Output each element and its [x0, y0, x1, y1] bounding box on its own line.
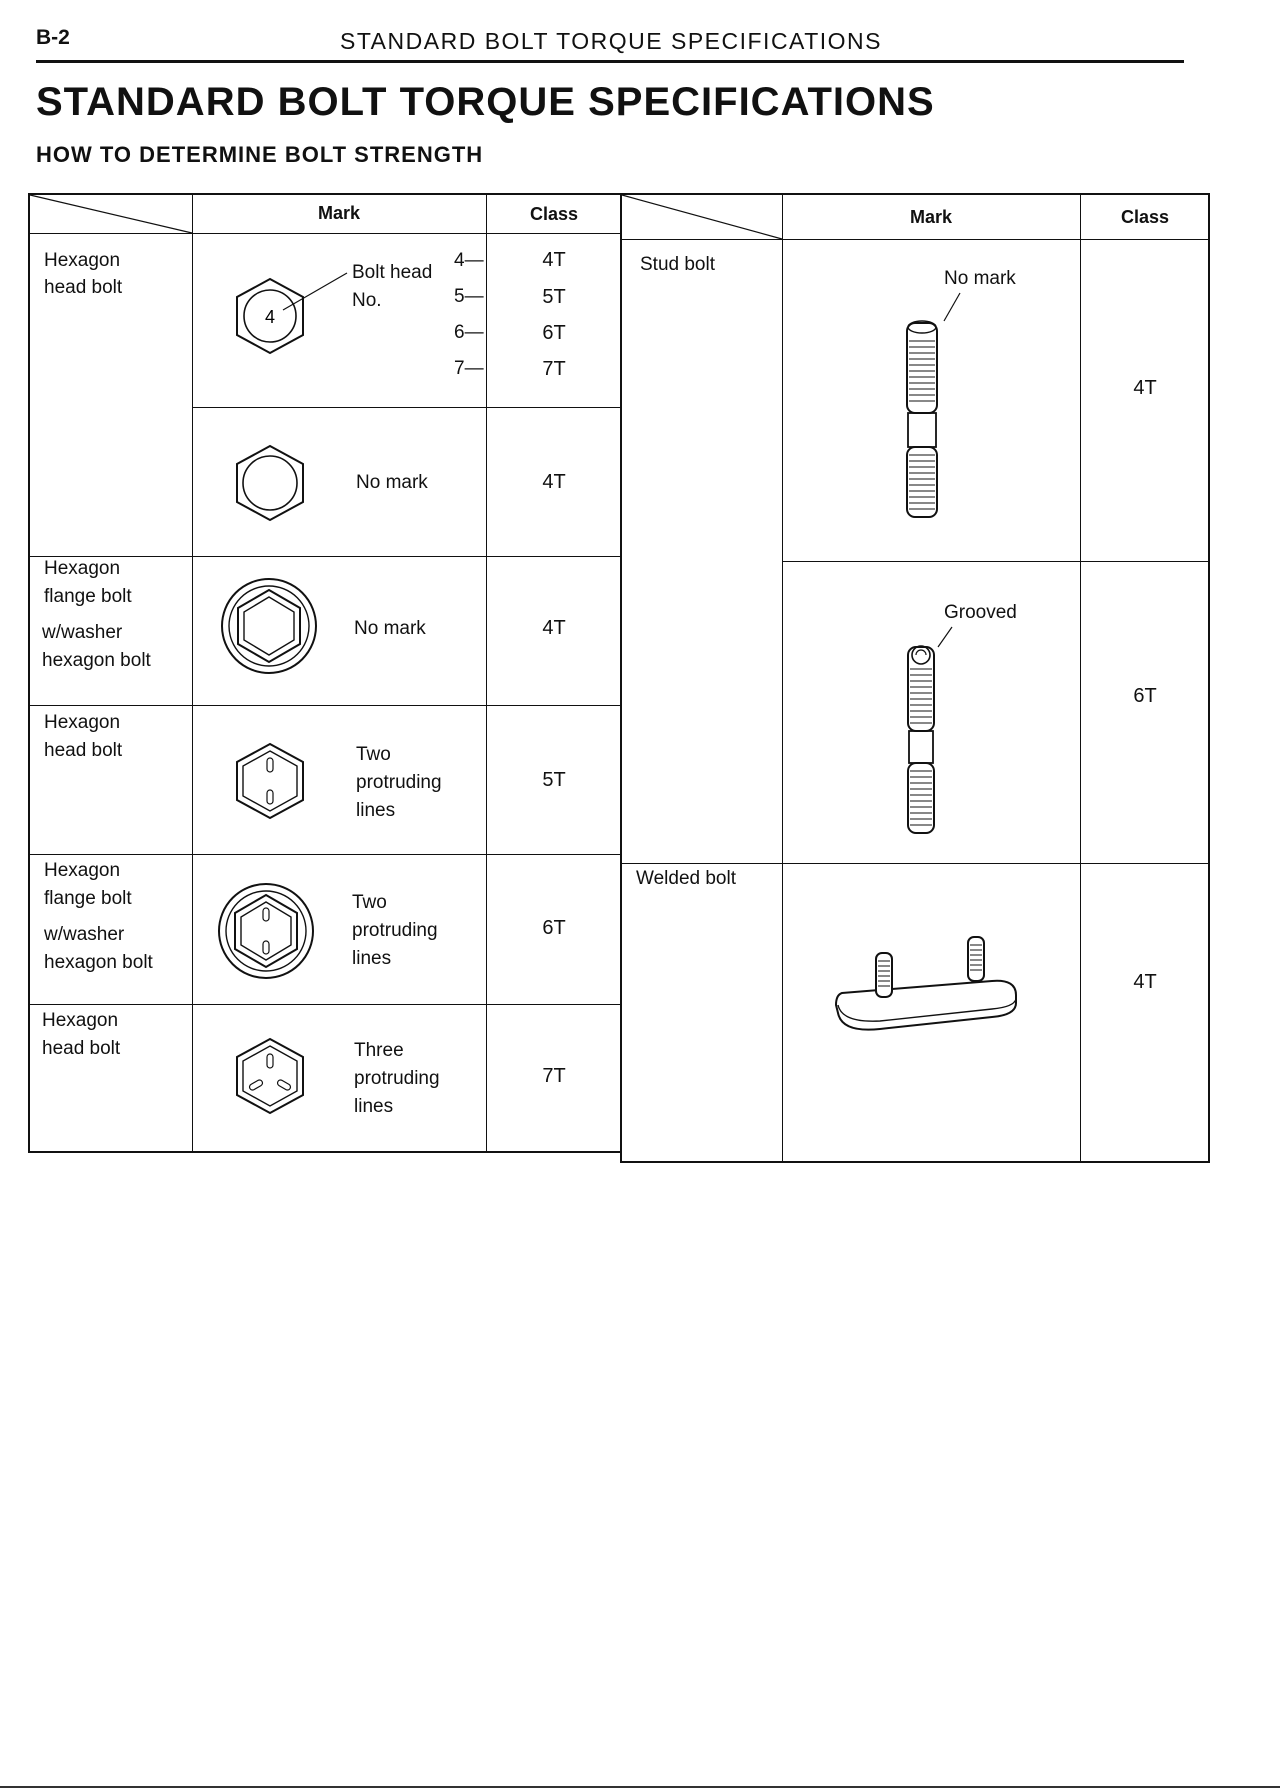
col-header-mark: Mark [909, 207, 953, 227]
mark-label: No mark [944, 268, 1016, 289]
class-value: 5T [542, 769, 566, 791]
hexagon-bolt-two-lines-icon [235, 742, 305, 820]
bolt-type-label: Stud bolt [640, 254, 715, 275]
mark-label: No mark [356, 472, 428, 493]
header-rule [36, 60, 1184, 63]
bolt-type-label: Hexagon head bolt [42, 1010, 121, 1059]
col-header-mark: Mark [317, 203, 361, 223]
class-value: 6T [1133, 685, 1157, 707]
mark-label: Two protruding lines [352, 892, 438, 969]
stud-bolt-plain-icon [892, 293, 952, 523]
right-strength-table [620, 193, 1210, 1163]
hexagon-bolt-numbered-icon [235, 277, 305, 355]
flange-bolt-two-lines-icon [216, 881, 316, 981]
bolt-type-label: Hexagon flange bolt [44, 860, 132, 909]
class-value: 7T [542, 1065, 566, 1087]
col-header-class: Class [1120, 207, 1170, 227]
class-value: 6T [542, 917, 566, 939]
bolt-type-label: Hexagon head bolt [44, 712, 123, 761]
class-value: 4T [542, 617, 566, 639]
mark-label: Grooved [944, 602, 1017, 623]
bolt-type-label: w/washer hexagon bolt [42, 622, 151, 671]
col-header-class: Class [529, 204, 579, 224]
class-value: 7T [542, 358, 566, 380]
header-diagonal [622, 195, 782, 239]
header-diagonal [30, 195, 192, 233]
hexagon-bolt-plain-icon [235, 444, 305, 522]
head-number-6: 6— [454, 322, 484, 343]
footer-rule [0, 1786, 1280, 1788]
page-header [36, 22, 1184, 62]
head-number-7: 7— [454, 358, 484, 379]
mark-label: Three protruding lines [354, 1040, 440, 1117]
flange-bolt-plain-icon [219, 576, 319, 676]
section-subtitle: HOW TO DETERMINE BOLT STRENGTH [36, 142, 484, 167]
class-value: 4T [1133, 377, 1157, 399]
class-value: 4T [542, 471, 566, 493]
head-number-4: 4— [454, 250, 484, 271]
welded-bolt-icon [828, 937, 1028, 1037]
head-number-5: 5— [454, 286, 484, 307]
left-strength-table [28, 193, 622, 1153]
class-value: 4T [1133, 971, 1157, 993]
class-value: 4T [542, 249, 566, 271]
mark-label: Two protruding lines [356, 744, 442, 821]
svg-text:4: 4 [265, 307, 276, 327]
hexagon-bolt-three-lines-icon [235, 1037, 305, 1115]
bolt-type-label: Hexagon head bolt [44, 250, 123, 298]
bolt-type-label: Hexagon flange bolt [44, 558, 132, 607]
bolt-type-label: w/washer hexagon bolt [44, 924, 153, 973]
mark-label: No mark [354, 618, 426, 639]
class-value: 6T [542, 322, 566, 344]
stud-bolt-grooved-icon [892, 627, 952, 837]
bolt-head-number-label: Bolt head No. [352, 262, 433, 311]
class-value: 5T [542, 286, 566, 308]
page-title: STANDARD BOLT TORQUE SPECIFICATIONS [36, 80, 935, 124]
running-title: STANDARD BOLT TORQUE SPECIFICATIONS [340, 28, 882, 54]
page-number: B-2 [36, 26, 70, 49]
bolt-type-label: Welded bolt [636, 868, 736, 889]
